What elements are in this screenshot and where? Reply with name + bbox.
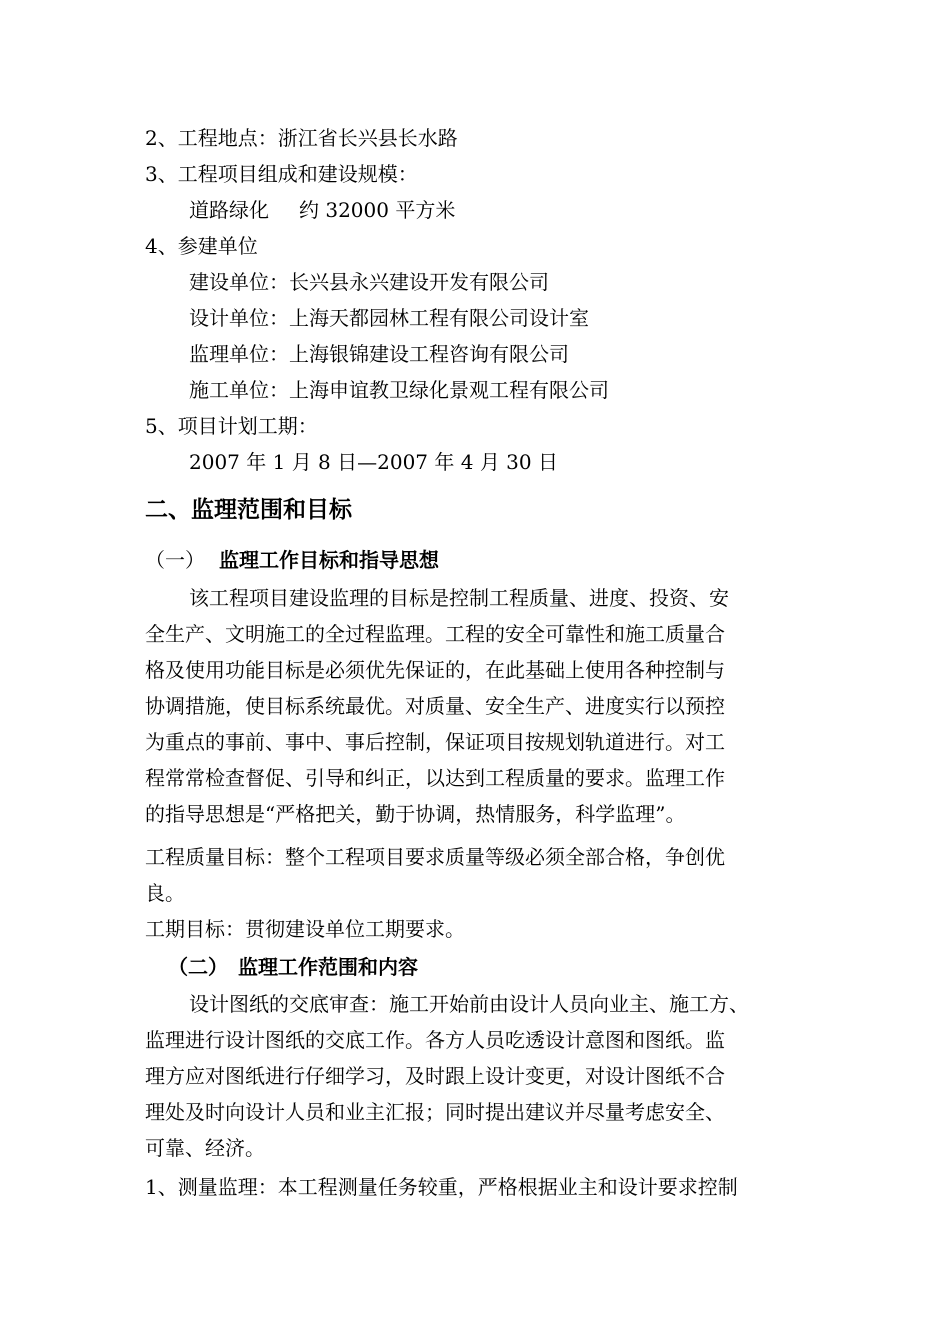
measure-supervision-line: 1、测量监理：本工程测量任务较重，严格根据业主和设计要求控制 [145,1175,738,1199]
schedule-goal: 工期目标：贯彻建设单位工期要求。 [145,917,465,941]
para2-line-3: 理方应对图纸进行仔细学习，及时跟上设计变更，对设计图纸不合 [145,1064,725,1088]
para1-line-5: 为重点的事前、事中、事后控制，保证项目按规划轨道进行。对工 [145,730,725,754]
section-2-heading: 二、监理范围和目标 [145,497,352,523]
unit-supervise: 监理单位：上海银锦建设工程咨询有限公司 [189,342,569,366]
unit-design: 设计单位：上海天都园林工程有限公司设计室 [189,306,589,330]
participating-units-title: 4、参建单位 [145,234,258,258]
para2-line-4: 理处及时向设计人员和业主汇报；同时提出建议并尽量考虑安全、 [145,1100,725,1124]
para2-line-1: 设计图纸的交底审查：施工开始前由设计人员向业主、施工方、 [189,992,749,1016]
subsection-2-heading [168,955,418,979]
scale-item-name: 道路绿化 [189,198,269,222]
para2-line-5: 可靠、经济。 [145,1136,265,1160]
para1-line-1: 该工程项目建设监理的目标是控制工程质量、进度、投资、安 [189,586,729,610]
project-location: 2、工程地点：浙江省长兴县长水路 [145,126,458,150]
subsection-2-title: 监理工作范围和内容 [238,955,418,979]
para1-line-3: 格及使用功能目标是必须优先保证的，在此基础上使用各种控制与 [145,658,725,682]
period-title: 5、项目计划工期： [145,414,318,438]
para1-line-2: 全生产、文明施工的全过程监理。工程的安全可靠性和施工质量合 [145,622,725,646]
project-scale-item [189,198,455,222]
quality-goal-line-1: 工程质量目标：整个工程项目要求质量等级必须全部合格，争创优 [145,845,725,869]
subsection-1-number: （一） [145,548,205,572]
subsection-2-number: （二） [168,955,228,979]
unit-build: 建设单位：长兴县永兴建设开发有限公司 [189,270,549,294]
para1-line-7: 的指导思想是“严格把关，勤于协调，热情服务，科学监理”。 [145,802,686,826]
para1-line-6: 程常常检查督促、引导和纠正，以达到工程质量的要求。监理工作 [145,766,725,790]
scale-item-value: 约 32000 平方米 [299,198,456,222]
subsection-1-heading [145,548,439,572]
project-scale-title: 3、工程项目组成和建设规模： [145,162,418,186]
subsection-1-title: 监理工作目标和指导思想 [219,548,439,572]
para2-line-2: 监理进行设计图纸的交底工作。各方人员吃透设计意图和图纸。监 [145,1028,725,1052]
period-value: 2007 年 1 月 8 日—2007 年 4 月 30 日 [189,450,558,474]
para1-line-4: 协调措施，使目标系统最优。对质量、安全生产、进度实行以预控 [145,694,725,718]
quality-goal-line-2: 良。 [145,881,185,905]
unit-construct: 施工单位：上海申谊教卫绿化景观工程有限公司 [189,378,609,402]
